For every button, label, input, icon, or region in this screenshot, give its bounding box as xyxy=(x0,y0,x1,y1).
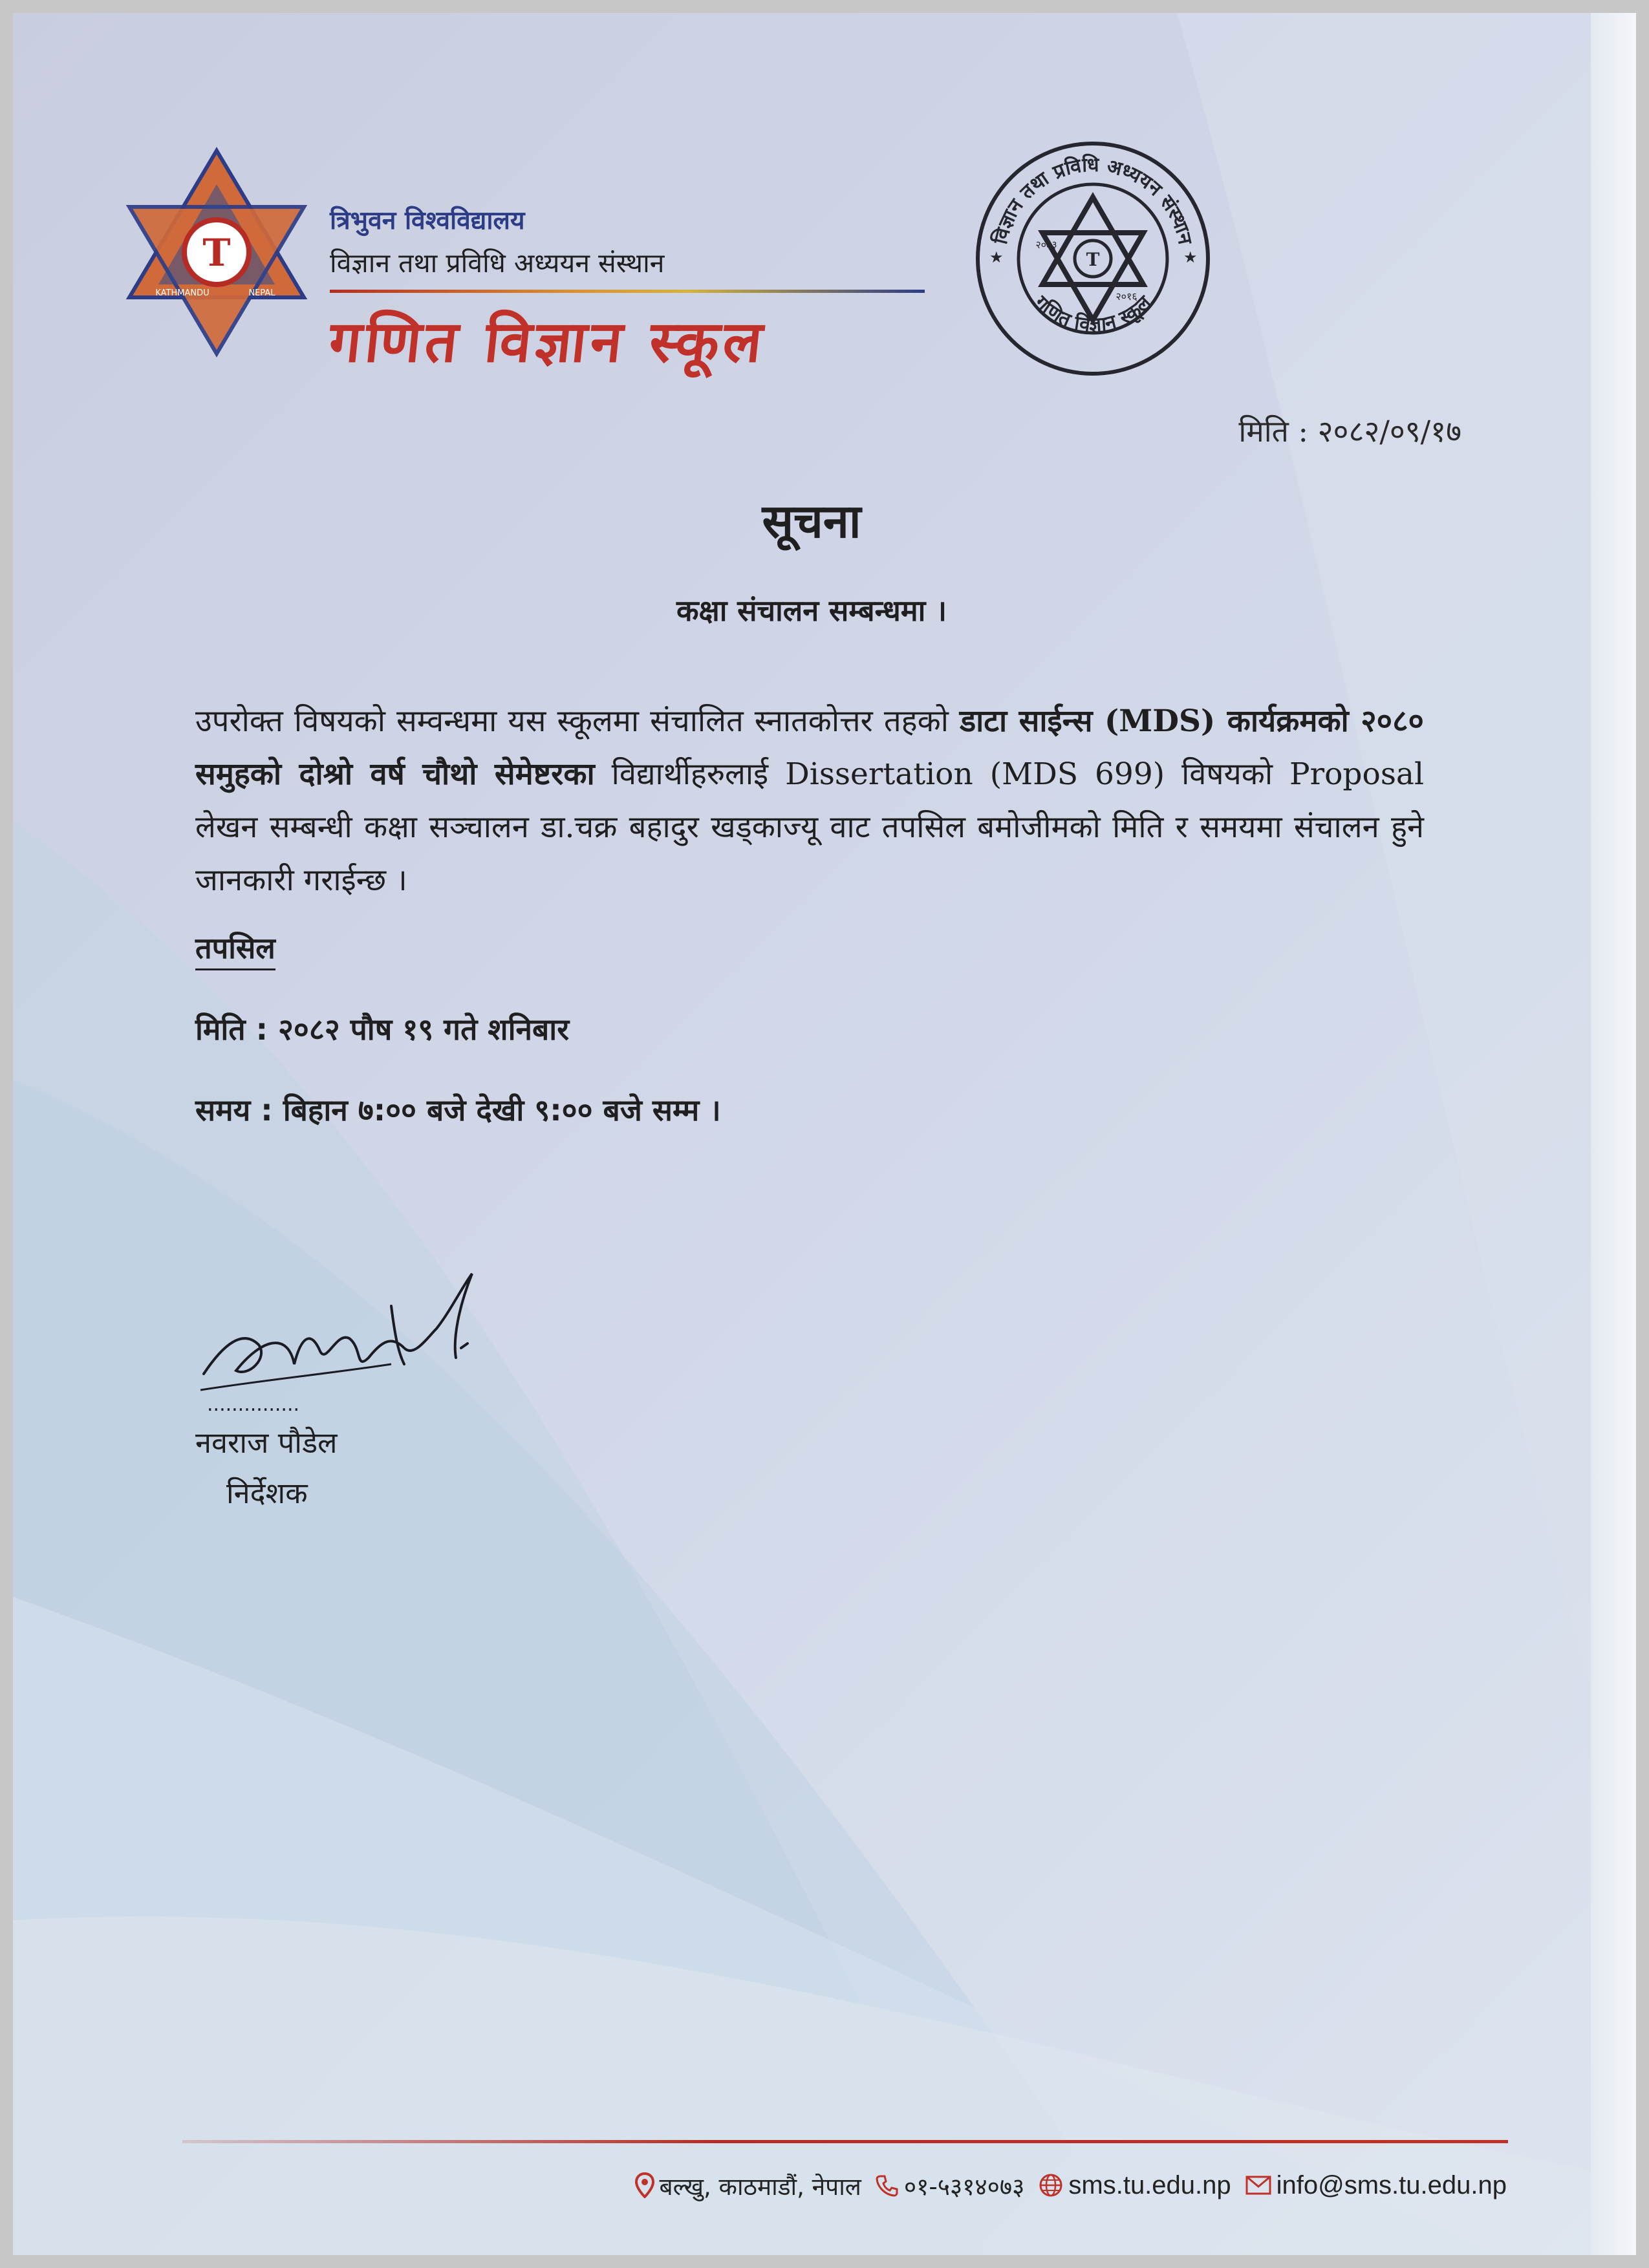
seal-year-right: २०१६ xyxy=(1116,290,1137,303)
notice-title: सूचना xyxy=(762,494,861,548)
location-pin-icon xyxy=(635,2172,654,2198)
seal-bottom-text: गणित विज्ञान स्कूल xyxy=(1029,291,1156,337)
footer-divider xyxy=(182,2140,1508,2143)
body-text-2: विद्यार्थीहरुलाई Dissertation (MDS 699) विषयको Proposal लेखन सम्बन्धी कक्षा सञ्चालन डा.चक्र बहादुर खड्काज्यू वाट तपसिल बमोजीमको मिति र समयमा संचालन हुने जानकारी गराईन्छ । xyxy=(195,756,1424,898)
signatory-title: निर्देशक xyxy=(226,1476,308,1510)
seal-monogram: T xyxy=(1086,249,1100,270)
seal-top-text: विज्ञान तथा प्रविधि अध्ययन संस्थान xyxy=(989,153,1197,247)
notice-subject: कक्षा संचालन सम्बन्धमा । xyxy=(676,594,947,628)
signature-dots: ............... xyxy=(207,1393,300,1416)
logo-monogram: T xyxy=(202,231,231,275)
signature xyxy=(197,1267,495,1416)
notice-page xyxy=(13,13,1636,2255)
svg-text:गणित विज्ञान स्कूल xyxy=(1029,291,1157,337)
body-text-1: उपरोक्त विषयको सम्वन्धमा यस स्कूलमा संचालित स्नातकोत्तर तहको xyxy=(195,703,960,739)
seal-year-left: २०७३ xyxy=(1035,239,1057,251)
footer-address xyxy=(635,2169,861,2202)
signatory-name: नवराज पौडेल xyxy=(195,1426,338,1460)
details-heading: तपसिल xyxy=(195,928,275,970)
body-text-bold: डाटा साईन्स (MDS) कार्यक्रमको २०८० समुहको दोश्रो वर्ष चौथो सेमेष्टरका xyxy=(195,703,1424,792)
details-date: मिति : २०८२ पौष १९ गते शनिबार xyxy=(195,1012,570,1047)
page-edge xyxy=(1591,13,1636,2255)
footer-website xyxy=(1039,2171,1231,2200)
header-divider xyxy=(330,290,925,293)
email-text: info@sms.tu.edu.np xyxy=(1276,2170,1507,2199)
university-name: त्रिभुवन विश्वविद्यालय xyxy=(330,206,525,235)
logo-city: KATHMANDU xyxy=(155,288,210,298)
notice-body xyxy=(195,695,1424,907)
logo-country: NEPAL xyxy=(248,288,275,298)
footer-email xyxy=(1245,2171,1507,2200)
website-text: sms.tu.edu.np xyxy=(1068,2170,1231,2199)
details-time: समय : बिहान ७:०० बजे देखी ९:०० बजे सम्म । xyxy=(195,1093,721,1128)
phone-text: ०१-५३१४०७३ xyxy=(903,2172,1025,2201)
school-name: गणित विज्ञान स्कूल xyxy=(326,308,770,375)
footer-phone xyxy=(876,2169,1025,2202)
institute-name: विज्ञान तथा प्रविधि अध्ययन संस्थान xyxy=(330,248,665,279)
notice-date: मिति : २०८२/०९/१७ xyxy=(1238,414,1461,449)
seal-star-left: ★ xyxy=(989,248,1004,266)
address-text: बल्खु, काठमाडौं, नेपाल xyxy=(659,2172,861,2201)
footer-contact xyxy=(556,2163,1507,2208)
phone-icon xyxy=(876,2174,899,2197)
globe-icon xyxy=(1039,2173,1063,2198)
tu-logo-icon xyxy=(123,145,310,359)
seal-star-right: ★ xyxy=(1183,248,1198,266)
envelope-icon xyxy=(1245,2176,1271,2195)
school-seal-icon xyxy=(970,136,1216,381)
